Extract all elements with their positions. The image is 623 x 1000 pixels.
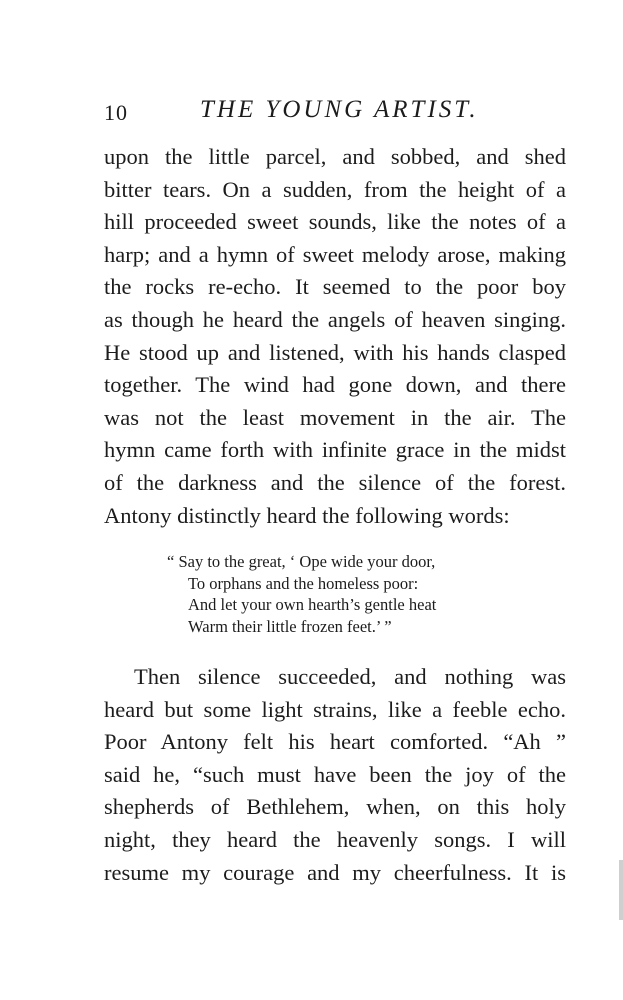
text-line: was not the least movement in the air. The — [104, 404, 566, 430]
paragraph-2 — [104, 661, 566, 889]
text-line: upon the little parcel, and sobbed, and shed — [104, 144, 566, 169]
verse-line: Warm their little frozen feet.’ ” — [188, 617, 392, 637]
text-line: night, they heard the heavenly songs. I will — [104, 826, 566, 852]
text-line: the rocks re-echo. It seemed to the poor boy — [104, 274, 566, 300]
text-line: said he, “such must have been the joy of the — [104, 761, 566, 787]
text-line: Poor Antony felt his heart comforted. “Ah ” — [104, 729, 566, 755]
text-line: of the darkness and the silence of the forest. — [104, 469, 566, 495]
text-line: heard but some light strains, like a feeble echo. — [104, 696, 566, 722]
text-line: hymn came forth with infinite grace in the midst — [104, 437, 566, 463]
verse-line: And let your own hearth’s gentle heat — [188, 595, 437, 615]
text-line: resume my courage and my cheerfulness. It is — [104, 859, 566, 885]
text-line: shepherds of Bethlehem, when, on this holy — [104, 794, 566, 820]
text-line: together. The wind had gone down, and there — [104, 372, 566, 398]
running-head — [104, 96, 574, 130]
text-line: Then silence succeeded, and nothing was — [134, 664, 566, 689]
text-line: bitter tears. On a sudden, from the height of a — [104, 176, 566, 202]
verse-block — [167, 551, 527, 638]
text-line: He stood up and listened, with his hands clasped — [104, 339, 566, 365]
verse-line: To orphans and the homeless poor: — [188, 573, 419, 593]
paragraph-1 — [104, 141, 566, 532]
text-line: harp; and a hymn of sweet melody arose, making — [104, 241, 566, 267]
verse-line: “ Say to the great, ‘ Ope wide your door, — [167, 552, 436, 571]
text-line: hill proceeded sweet sounds, like the notes of a — [104, 209, 566, 235]
page-number: 10 — [104, 100, 128, 125]
text-line: as though he heard the angels of heaven singing. — [104, 306, 566, 332]
page-edge-shadow — [619, 860, 623, 920]
running-title: THE YOUNG ARTIST. — [200, 96, 479, 123]
text-line: Antony distinctly heard the following words: — [104, 502, 510, 528]
